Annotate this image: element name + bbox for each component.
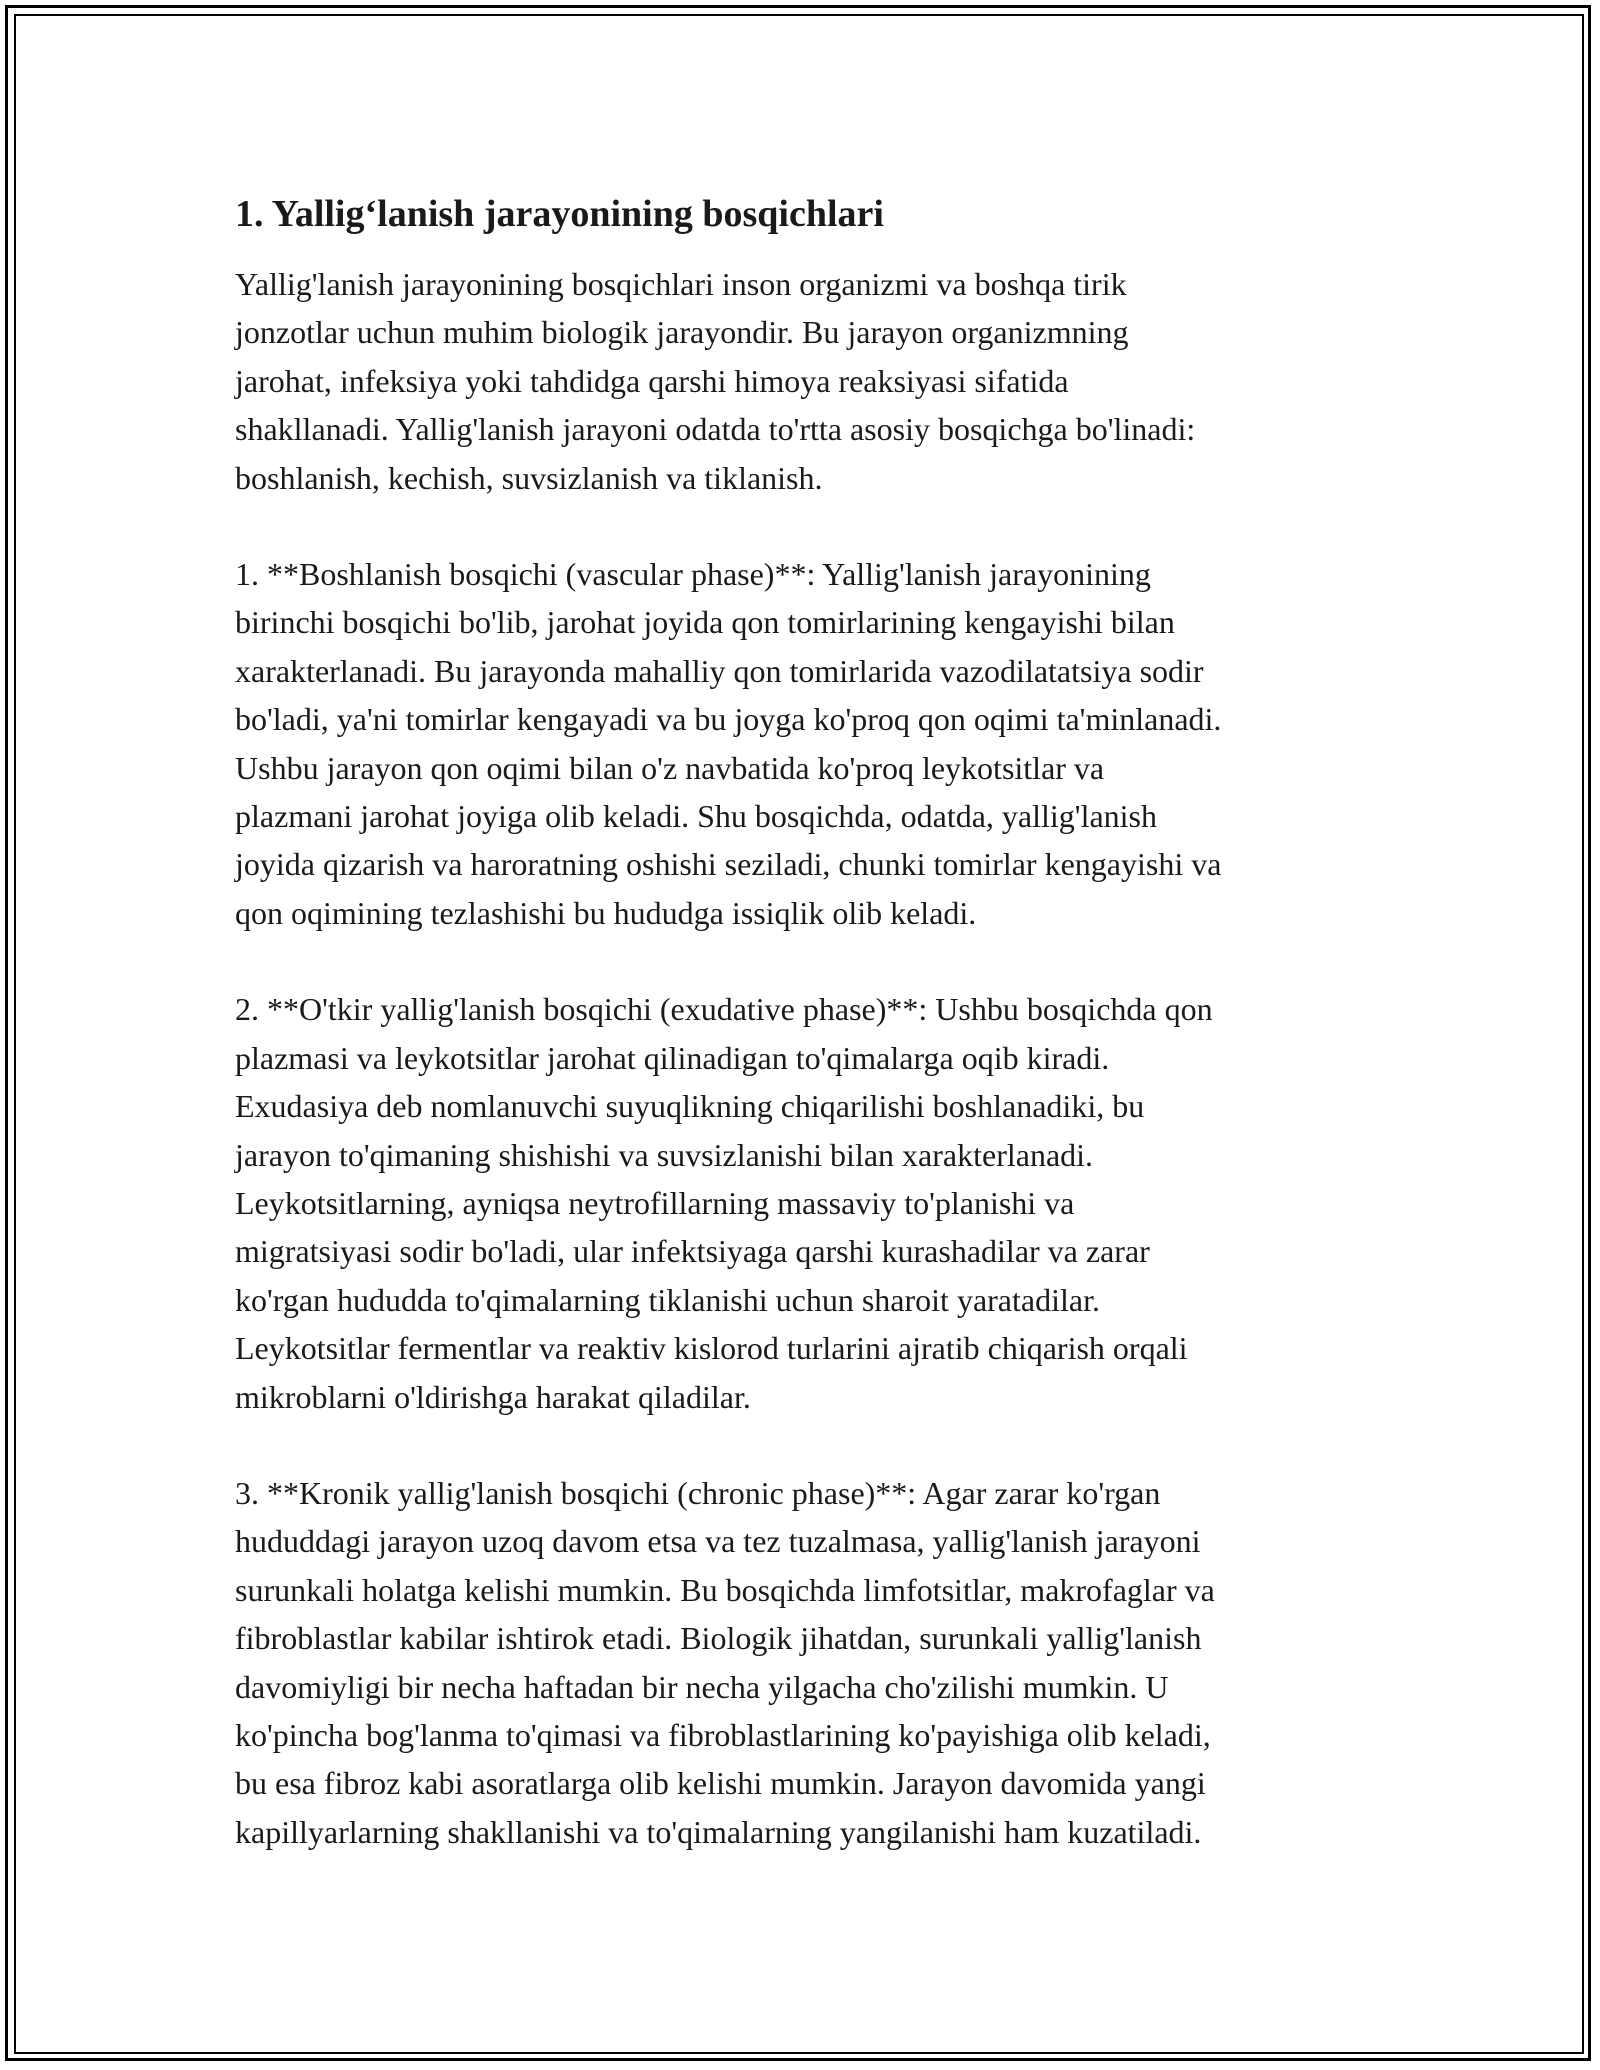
document-body — [235, 190, 1375, 1904]
intro-paragraph: Yallig'lanish jarayonining bosqichlari inson organizmi va boshqa tirik jonzotlar uchun muhim biologik jarayondir. Bu jarayon organizmning jarohat, infeksiya yoki tahdidga qarshi himoya reaksiyasi sifatida shakllanadi. Yallig'lanish jarayoni odatda to'rtta asosiy bosqichga bo'linadi: boshlanish, kechish, suvsizlanish va tiklanish. — [235, 266, 1196, 496]
vascular-phase-paragraph: 1. **Boshlanish bosqichi (vascular phase)**: Yallig'lanish jarayonining birinchi bosqichi bo'lib, jarohat joyida qon tomirlarining kengayishi bilan xarakterlanadi. Bu jarayonda mahalliy qon tomirlarida vazodilatatsiya sodir bo'ladi, ya'ni tomirlar kengayadi va bu joyga ko'proq qon oqimi ta'minlanadi. Ushbu jarayon qon oqimi bilan o'z navbatida ko'proq leykotsitlar va plazmani jarohat joyiga olib keladi. Shu bosqichda, odatda, yallig'lanish joyida qizarish va haroratning oshishi seziladi, chunki tomirlar kengayishi va qon oqimining tezlashishi bu hududga issiqlik olib keladi. — [235, 556, 1222, 931]
chronic-phase-paragraph: 3. **Kronik yallig'lanish bosqichi (chronic phase)**: Agar zarar ko'rgan hududdagi jarayon uzoq davom etsa va tez tuzalmasa, yallig'lanish jarayoni surunkali holatga kelishi mumkin. Bu bosqichda limfotsitlar, makrofaglar va fibroblastlar kabilar ishtirok etadi. Biologik jihatdan, surunkali yallig'lanish davomiyligi bir necha haftadan bir necha yilgacha cho'zilishi mumkin. U ko'pincha bog'lanma to'qimasi va fibroblastlarining ko'payishiga olib keladi, bu esa fibroz kabi asoratlarga olib kelishi mumkin. Jarayon davomida yangi kapillyarlarning shakllanishi va to'qimalarning yangilanishi ham kuzatiladi. — [235, 1474, 1215, 1850]
exudative-phase-paragraph: 2. **O'tkir yallig'lanish bosqichi (exudative phase)**: Ushbu bosqichda qon plazmasi va leykotsitlar jarohat qilinadigan to'qimalarga oqib kiradi. Exudasiya deb nomlanuvchi suyuqlikning chiqarilishi boshlanadiki, bu jarayon to'qimaning shishishi va suvsizlanishi bilan xarakterlanadi. Leykotsitlarning, ayniqsa neytrofillarning massaviy to'planishi va migratsiyasi sodir bo'ladi, ular infektsiyaga qarshi kurashadilar va zarar ko'rgan hududda to'qimalarning tiklanishi uchun sharoit yaratadilar. Leykotsitlar fermentlar va reaktiv kislorod turlarini ajratib chiqarish orqali mikroblarni o'ldirishga harakat qiladilar. — [235, 991, 1213, 1415]
section-heading: 1. Yallig‘lanish jarayonining bosqichlari — [235, 193, 884, 235]
